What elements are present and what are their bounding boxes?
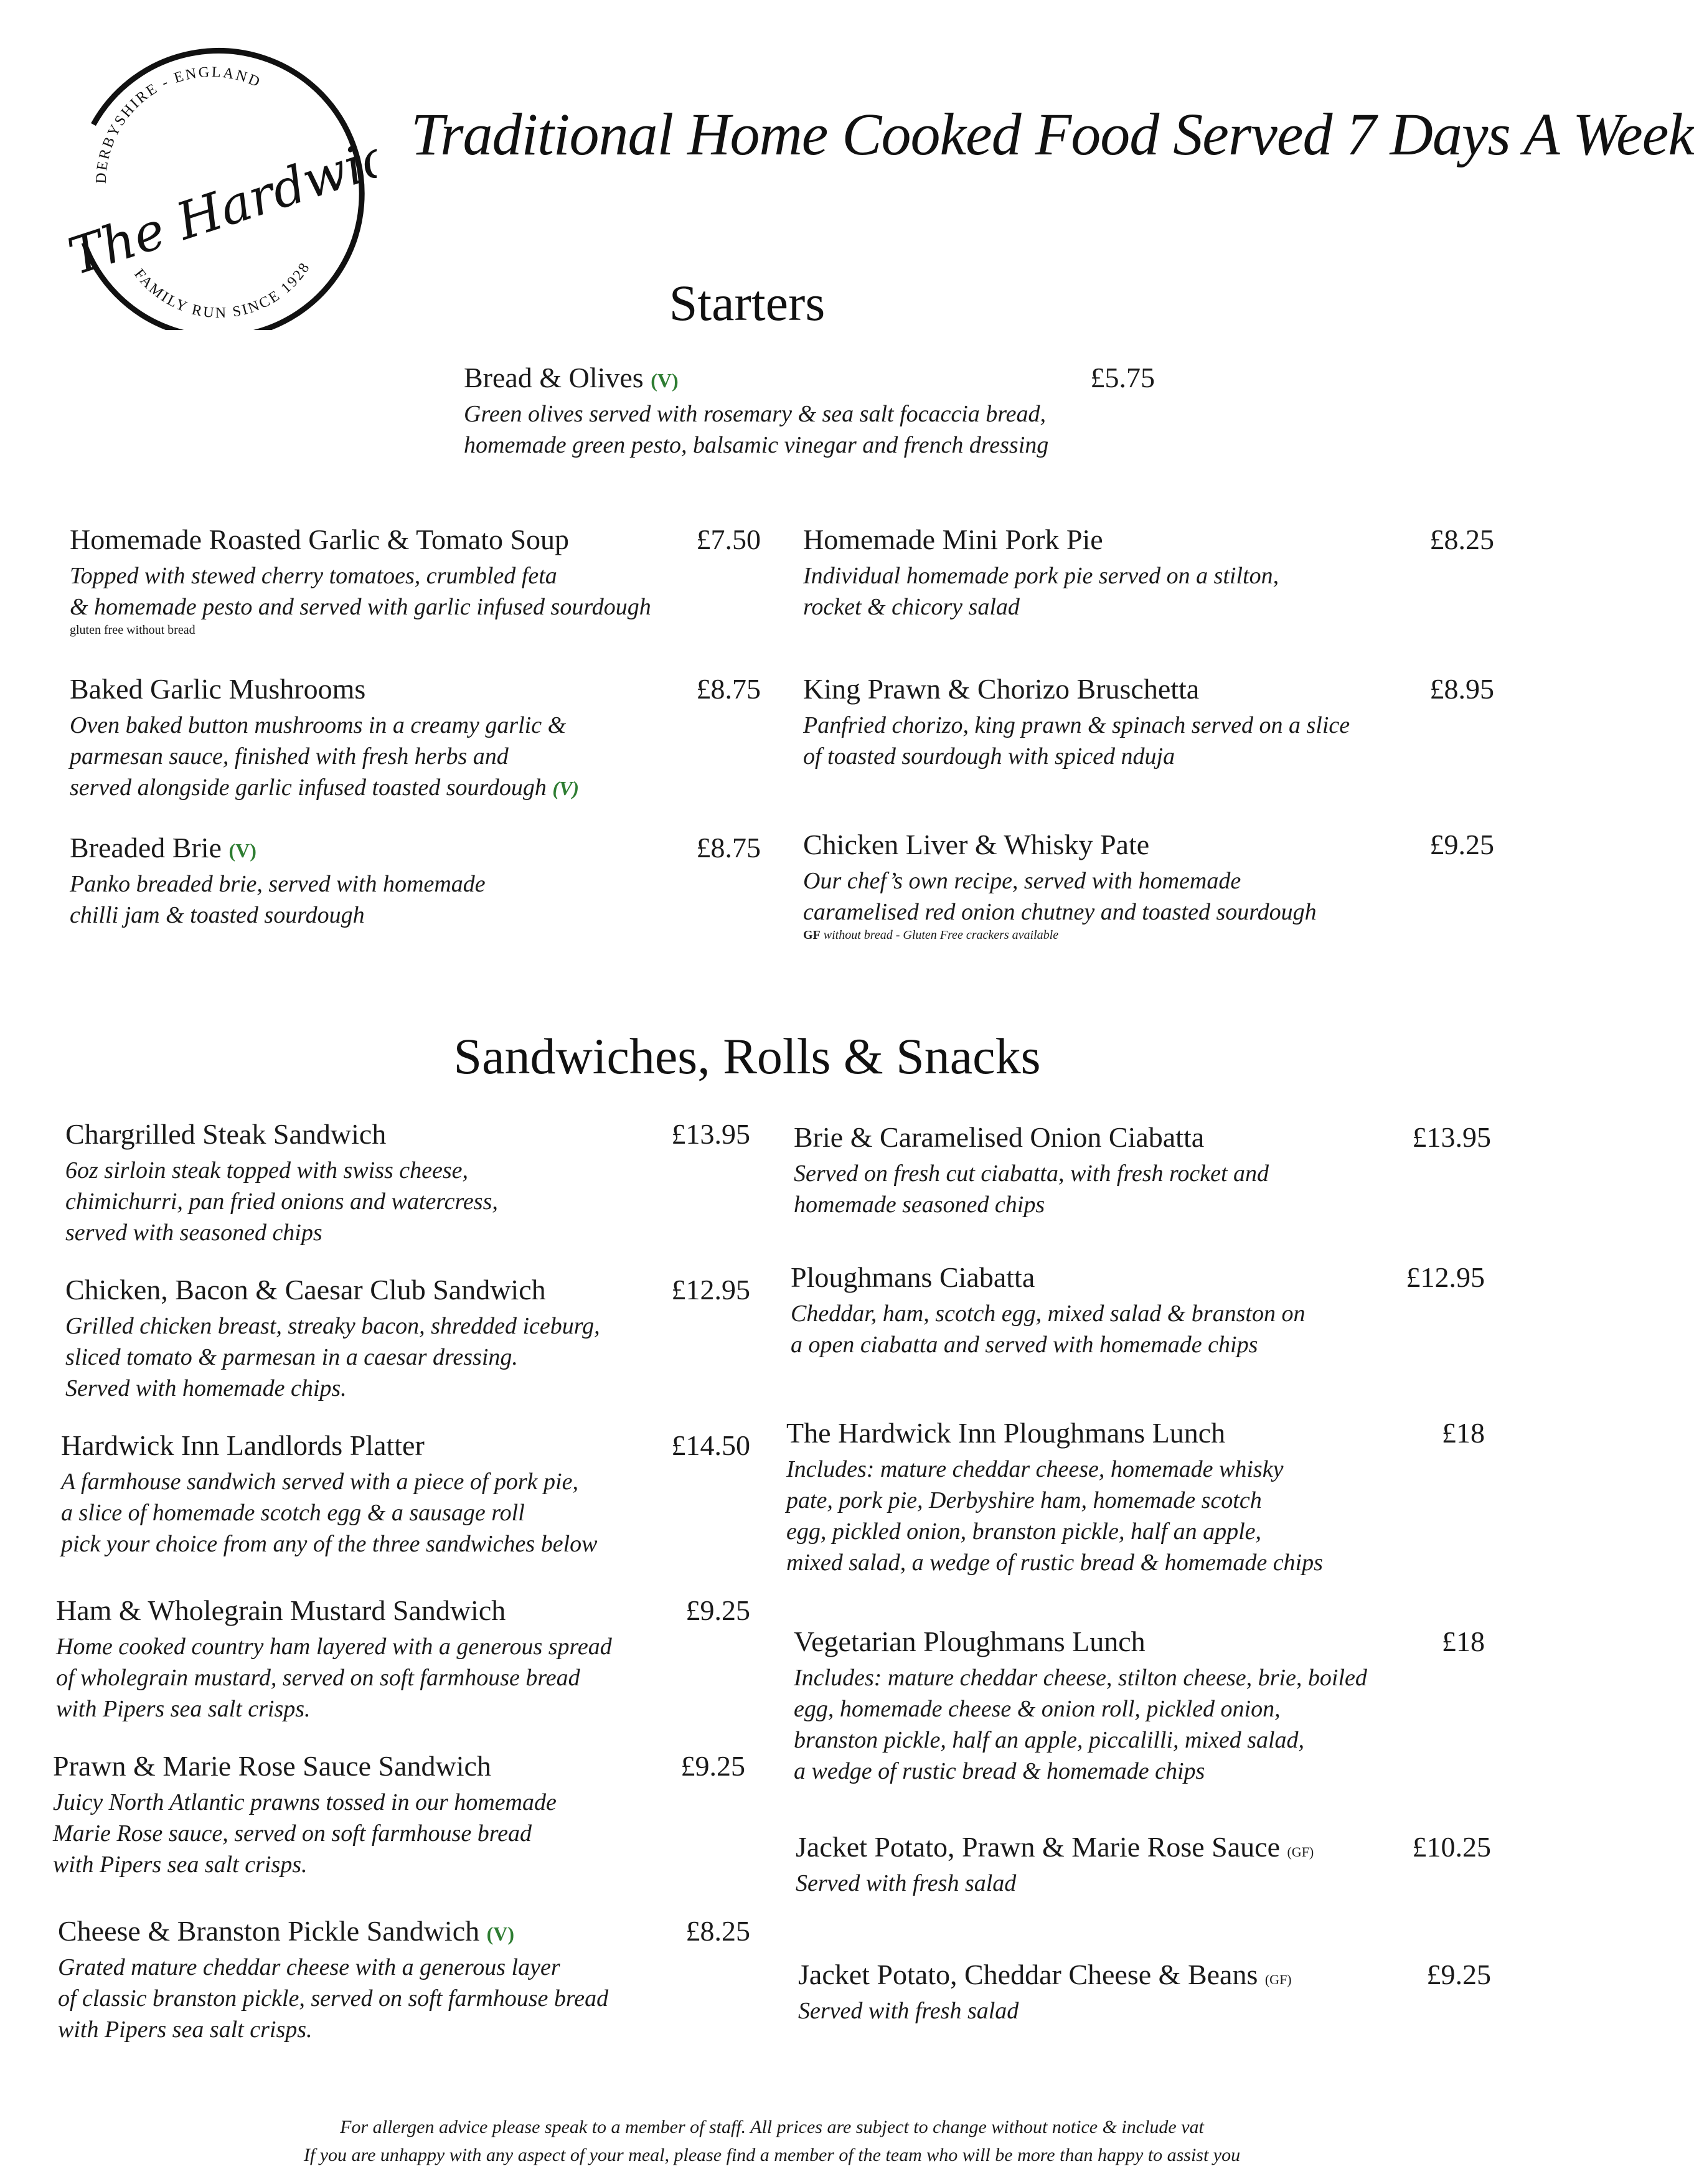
item-price: £9.25 (680, 1750, 745, 1782)
item-name: Bread & Olives (464, 362, 644, 393)
item-price: £12.95 (1406, 1261, 1485, 1293)
item-price: £8.75 (696, 832, 761, 864)
allergen-footer: For allergen advice please speak to a member of staff. All prices are subject to change without notice & include vat (340, 2117, 1204, 2137)
tagline: Traditional Home Cooked Food Served 7 Days A Week (411, 101, 1694, 167)
gluten-free-tag: (GF) (1264, 1972, 1292, 1987)
item-price: £9.25 (1429, 829, 1494, 860)
item-price: £18 (1442, 1417, 1485, 1449)
gluten-free-tag: (GF) (1287, 1844, 1314, 1860)
logo-top-text: DERBYSHIRE - ENGLAND (93, 64, 264, 184)
item-name: Ploughmans Ciabatta (791, 1261, 1035, 1293)
item-description: Panfried chorizo, king prawn & spinach served on a slice of toasted sourdough with spiced nduja (803, 712, 1350, 770)
item-name: Chicken, Bacon & Caesar Club Sandwich (65, 1274, 546, 1306)
item-price: £8.75 (696, 673, 761, 705)
item-price: £8.25 (685, 1915, 750, 1947)
item-note: without bread - Gluten Free crackers available (820, 928, 1059, 942)
item-name: Hardwick Inn Landlords Platter (61, 1429, 425, 1461)
item-name: Baked Garlic Mushrooms (70, 673, 366, 705)
menu-item (464, 361, 1155, 461)
menu-item (791, 1261, 1485, 1360)
item-name: King Prawn & Chorizo Bruschetta (803, 673, 1200, 705)
vegetarian-tag: (V) (486, 1923, 515, 1945)
item-price: £8.25 (1429, 524, 1494, 555)
logo-name: The Hardwick (62, 118, 377, 287)
item-name: The Hardwick Inn Ploughmans Lunch (786, 1417, 1226, 1449)
item-description: Home cooked country ham layered with a generous spread of wholegrain mustard, served on soft farmhouse bread with Pipers sea salt crisps. (56, 1634, 612, 1722)
menu-item (56, 1594, 750, 1725)
item-price: £7.50 (696, 524, 761, 555)
item-price: £9.25 (1426, 1959, 1491, 1990)
item-price: £13.95 (1412, 1121, 1491, 1153)
gluten-free-tag: GF (803, 928, 821, 942)
menu-item (70, 831, 761, 931)
item-price: £18 (1442, 1626, 1485, 1657)
item-name: Breaded Brie (70, 832, 222, 864)
item-name: Cheese & Branston Pickle Sandwich (58, 1915, 480, 1947)
menu-item (796, 1830, 1491, 1899)
menu-item (798, 1958, 1491, 2026)
item-name: Ham & Wholegrain Mustard Sandwich (56, 1594, 506, 1626)
item-price: £9.25 (685, 1594, 750, 1626)
sandwiches-title: Sandwiches, Rolls & Snacks (453, 1028, 1041, 1085)
item-name: Vegetarian Ploughmans Lunch (794, 1626, 1146, 1657)
menu-item (803, 672, 1494, 772)
item-name: Brie & Caramelised Onion Ciabatta (794, 1121, 1205, 1153)
item-description: Green olives served with rosemary & sea salt focaccia bread, homemade green pesto, balsamic vinegar and french dressing (464, 401, 1049, 458)
item-note: gluten free without bread (70, 623, 195, 637)
item-price: £13.95 (671, 1118, 750, 1150)
menu-item (61, 1429, 750, 1560)
item-description: Grated mature cheddar cheese with a generous layer of classic branston pickle, served on soft farmhouse bread with Pipers sea salt crisps. (58, 1954, 609, 2043)
item-price: £8.95 (1429, 673, 1494, 705)
menu-item (70, 523, 761, 638)
menu-item (53, 1749, 745, 1880)
menu-item (786, 1416, 1485, 1578)
starters-title: Starters (669, 275, 826, 331)
item-price: £14.50 (671, 1429, 750, 1461)
item-description: Topped with stewed cherry tomatoes, crumbled feta & homemade pesto and served with garlic infused sourdough (70, 563, 651, 620)
item-name: Chargrilled Steak Sandwich (65, 1118, 387, 1150)
menu-item (794, 1121, 1491, 1220)
item-name: Chicken Liver & Whisky Pate (803, 829, 1150, 860)
item-description: Panko breaded brie, served with homemade chilli jam & toasted sourdough (70, 871, 486, 928)
vegetarian-tag: (V) (228, 839, 256, 862)
item-description: Our chef’s own recipe, served with homemade caramelised red onion chutney and toasted sourdough (803, 868, 1317, 925)
item-description: Individual homemade pork pie served on a stilton, rocket & chicory salad (803, 563, 1279, 620)
item-price: £10.25 (1412, 1831, 1491, 1863)
item-description: Juicy North Atlantic prawns tossed in our homemade Marie Rose sauce, served on soft farmhouse bread with Pipers sea salt crisps. (53, 1789, 557, 1878)
menu-item (65, 1118, 750, 1248)
item-description: A farmhouse sandwich served with a piece of pork pie, a slice of homemade scotch egg & a sausage roll pick your choice from any of the three sandwiches below (61, 1469, 598, 1557)
item-description: Served on fresh cut ciabatta, with fresh rocket and homemade seasoned chips (794, 1160, 1269, 1218)
item-description: Served with fresh salad (798, 1998, 1019, 2024)
item-description: 6oz sirloin steak topped with swiss cheese, chimichurri, pan fried onions and watercress, served with seasoned chips (65, 1157, 498, 1246)
item-price: £12.95 (671, 1274, 750, 1306)
item-description: Cheddar, ham, scotch egg, mixed salad & branston on a open ciabatta and served with homemade chips (791, 1301, 1306, 1358)
menu-item (794, 1625, 1485, 1787)
item-description: Includes: mature cheddar cheese, homemade whisky pate, pork pie, Derbyshire ham, homemade scotch egg, pickled onion, branston pickle, half an apple, mixed salad, a wedge of rustic bread & homemade chips (786, 1456, 1323, 1576)
vegetarian-tag: (V) (552, 777, 580, 799)
item-name: Jacket Potato, Prawn & Marie Rose Sauce (796, 1831, 1280, 1863)
logo-bottom-text: FAMILY RUN SINCE 1928 (131, 258, 314, 322)
vegetarian-tag: (V) (651, 369, 679, 392)
item-name: Jacket Potato, Cheddar Cheese & Beans (798, 1959, 1258, 1990)
item-name: Homemade Roasted Garlic & Tomato Soup (70, 524, 570, 555)
item-description: Includes: mature cheddar cheese, stilton cheese, brie, boiled egg, homemade cheese & onion roll, pickled onion, branston pickle, half an apple, piccalilli, mixed salad, a wedge of rustic bread & homemade chips (794, 1665, 1367, 1784)
menu-item (58, 1914, 750, 2045)
menu-item (803, 828, 1494, 943)
item-description: Oven baked button mushrooms in a creamy garlic & parmesan sauce, finished with fresh herbs and served alongside garlic infused toasted sourdough (70, 712, 567, 801)
item-description: Served with fresh salad (796, 1870, 1017, 1896)
item-description: Grilled chicken breast, streaky bacon, shredded iceburg, sliced tomato & parmesan in a caesar dressing. Served with homemade chips. (65, 1313, 600, 1401)
item-name: Prawn & Marie Rose Sauce Sandwich (53, 1750, 491, 1782)
item-price: £5.75 (1090, 362, 1155, 393)
menu-item (803, 523, 1494, 623)
menu-item (70, 672, 761, 804)
menu-item (65, 1273, 750, 1404)
item-name: Homemade Mini Pork Pie (803, 524, 1103, 555)
assistance-footer: If you are unhappy with any aspect of your meal, please find a member of the team who will be more than happy to assist you (303, 2145, 1241, 2165)
